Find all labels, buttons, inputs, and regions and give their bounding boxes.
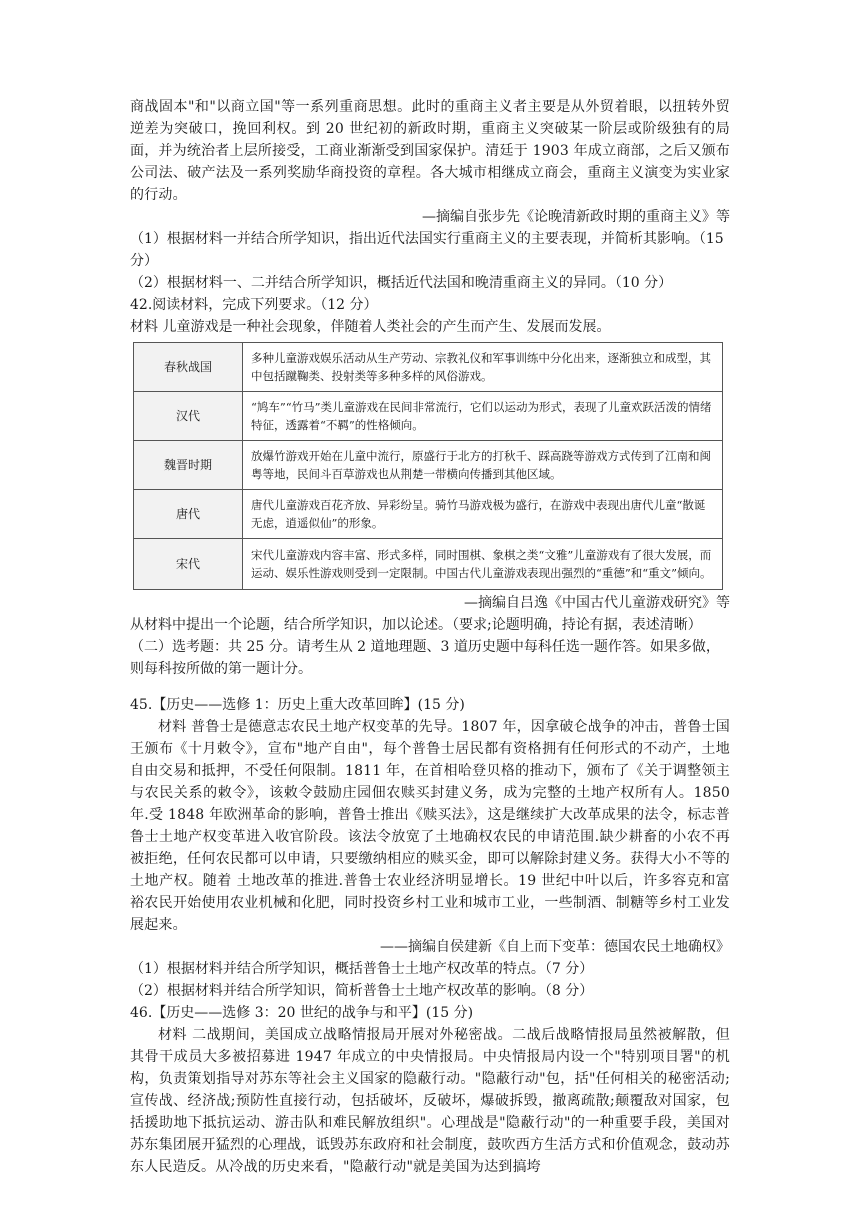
q45-source: ——摘编自侯建新《自上而下变革：德国农民土地确权》 xyxy=(380,939,730,955)
table-row xyxy=(134,392,723,441)
description-cell: 唐代儿童游戏百花齐放、异彩纷呈。骑竹马游戏极为盛行，在游戏中表现出唐代儿童“散诞无虑，逍遥似仙”的形象。 xyxy=(243,490,723,539)
q45-material: 材料 普鲁士是德意志农民土地产权变革的先导。1807 年，因拿破仑战争的冲击，普鲁士国王颁布《十月敕令》，宣布"地产自由"，每个普鲁士居民都有资格拥有任何形式的不动产，土地自由交易和抵押，不受任何限制。1811 年，在首相哈登贝格的推动下，颁布了《关于调整领主与农民关系的敕令》，该敕令鼓励庄园佃农赎买封建义务，成为完整的土地产权所有人。1850 年.受 1848 年欧洲革命的影响，普鲁士推出《赎买法》，这是继续扩大改革成果的法令，标志普鲁士土地产权变革进入收官阶段。该法令放宽了土地确权农民的申请范围.缺少耕畜的小农不再被拒绝，任何农民都可以申请，只要缴纳相应的赎买金，即可以解除封建义务。获得大小不等的土地产权。随着 土地改革的推进.普鲁士农业经济明显增长。19 世纪中叶以后，许多容克和富裕农民开始使用农业机械和化肥，同时投资乡村工业和城市工业，一些制酒、制糖等乡村工业发展起来。 xyxy=(130,719,730,933)
q45-part2: （2）根据材料并结合所学知识，简析普鲁士土地产权改革的影响。（8 分） xyxy=(130,983,594,999)
elective-note: （二）选考题：共 25 分。请考生从 2 道地理题、3 道历史题中每科任选一题作答。如果多做，则每科按所做的第一题计分。 xyxy=(130,639,720,677)
q42-source: —摘编自吕逸《中国古代儿童游戏研究》等 xyxy=(464,595,730,611)
q42-task: 从材料中提出一个论题，结合所学知识，加以论述。（要求;论题明确，持论有据，表述清晰） xyxy=(130,617,702,633)
table-row xyxy=(134,539,723,590)
description-cell: 多种儿童游戏娱乐活动从生产劳动、宗教礼仪和军事训练中分化出来，逐渐独立和成型，其中包括蹴鞠类、投射类等多种多样的风俗游戏。 xyxy=(243,343,723,392)
era-cell: 魏晋时期 xyxy=(134,441,243,490)
q42-title: 42.阅读材料，完成下列要求。（12 分） xyxy=(130,297,378,313)
q46-title: 46.【历史——选修 3：20 世纪的战争与和平】(15 分) xyxy=(130,1005,474,1021)
q41-part1: （1）根据材料一并结合所学知识，指出近代法国实行重商主义的主要表现，并简析其影响。（15 分） xyxy=(130,231,724,269)
q46-material: 材料 二战期间，美国成立战略情报局开展对外秘密战。二战后战略情报局虽然被解散，但其骨干成员大多被招募进 1947 年成立的中央情报局。中央情报局内设一个"特别项目署"的机构，负责策划指导对苏东等社会主义国家的隐蔽行动。"隐蔽行动"包，括"任何相关的秘密活动;宣传战、经济战;预防性直接行动，包括破坏，反破坏，爆破拆毁，撤离疏散;颠覆敌对国家，包括援助地下抵抗运动、游击队和难民解放组织"。心理战是"隐蔽行动"的一种重要手段，美国对苏东集团展开猛烈的心理战，诋毁苏东政府和社会制度，鼓吹西方生活方式和价值观念，鼓动苏东人民造反。从冷战的历史来看，"隐蔽行动"就是美国为达到搞垮 xyxy=(130,1027,730,1175)
q42-material: 材料 儿童游戏是一种社会现象，伴随着人类社会的产生而产生、发展而发展。 xyxy=(130,319,611,335)
description-cell: 放爆竹游戏开始在儿童中流行，原盛行于北方的打秋千、踩高跷等游戏方式传到了江南和闽粤等地，民间斗百草游戏也从荆楚一带横向传播到其他区域。 xyxy=(243,441,723,490)
era-cell: 春秋战国 xyxy=(134,343,243,392)
description-cell: 宋代儿童游戏内容丰富、形式多样，同时围棋、象棋之类“文雅”儿童游戏有了很大发展，而运动、娱乐性游戏则受到一定限制。中国古代儿童游戏表现出强烈的“重德”和“重文”倾向。 xyxy=(243,539,723,590)
children-games-table xyxy=(133,342,723,590)
q45-title: 45.【历史——选修 1：历史上重大改革回眸】(15 分) xyxy=(130,697,465,713)
era-cell: 宋代 xyxy=(134,539,243,590)
top-paragraph: 商战固本"和"以商立国"等一系列重商思想。此时的重商主义者主要是从外贸着眼，以扭转外贸逆差为突破口，挽回利权。到 20 世纪初的新政时期，重商主义突破某一阶层或阶级独有的局面，并为统治者上层所接受，工商业渐渐受到国家保护。清廷于 1903 年成立商部，之后又颁布公司法、破产法及一系列奖励华商投资的章程。各大城市相继成立商会，重商主义演变为实业家的行动。 xyxy=(130,99,730,203)
era-cell: 汉代 xyxy=(134,392,243,441)
era-cell: 唐代 xyxy=(134,490,243,539)
table-row xyxy=(134,343,723,392)
description-cell: “鸠车”“竹马”类儿童游戏在民间非常流行，它们以运动为形式，表现了儿童欢跃活泼的情绪特征，透露着“不羁”的性格倾向。 xyxy=(243,392,723,441)
table-row xyxy=(134,441,723,490)
table-row xyxy=(134,490,723,539)
q41-part2: （2）根据材料一、二并结合所学知识，概括近代法国和晚清重商主义的异同。（10 分） xyxy=(130,275,673,291)
top-source: —摘编自张步先《论晚清新政时期的重商主义》等 xyxy=(422,209,730,225)
q45-part1: （1）根据材料并结合所学知识，概括普鲁士土地产权改革的特点。（7 分） xyxy=(130,961,594,977)
exam-page xyxy=(130,96,730,1178)
